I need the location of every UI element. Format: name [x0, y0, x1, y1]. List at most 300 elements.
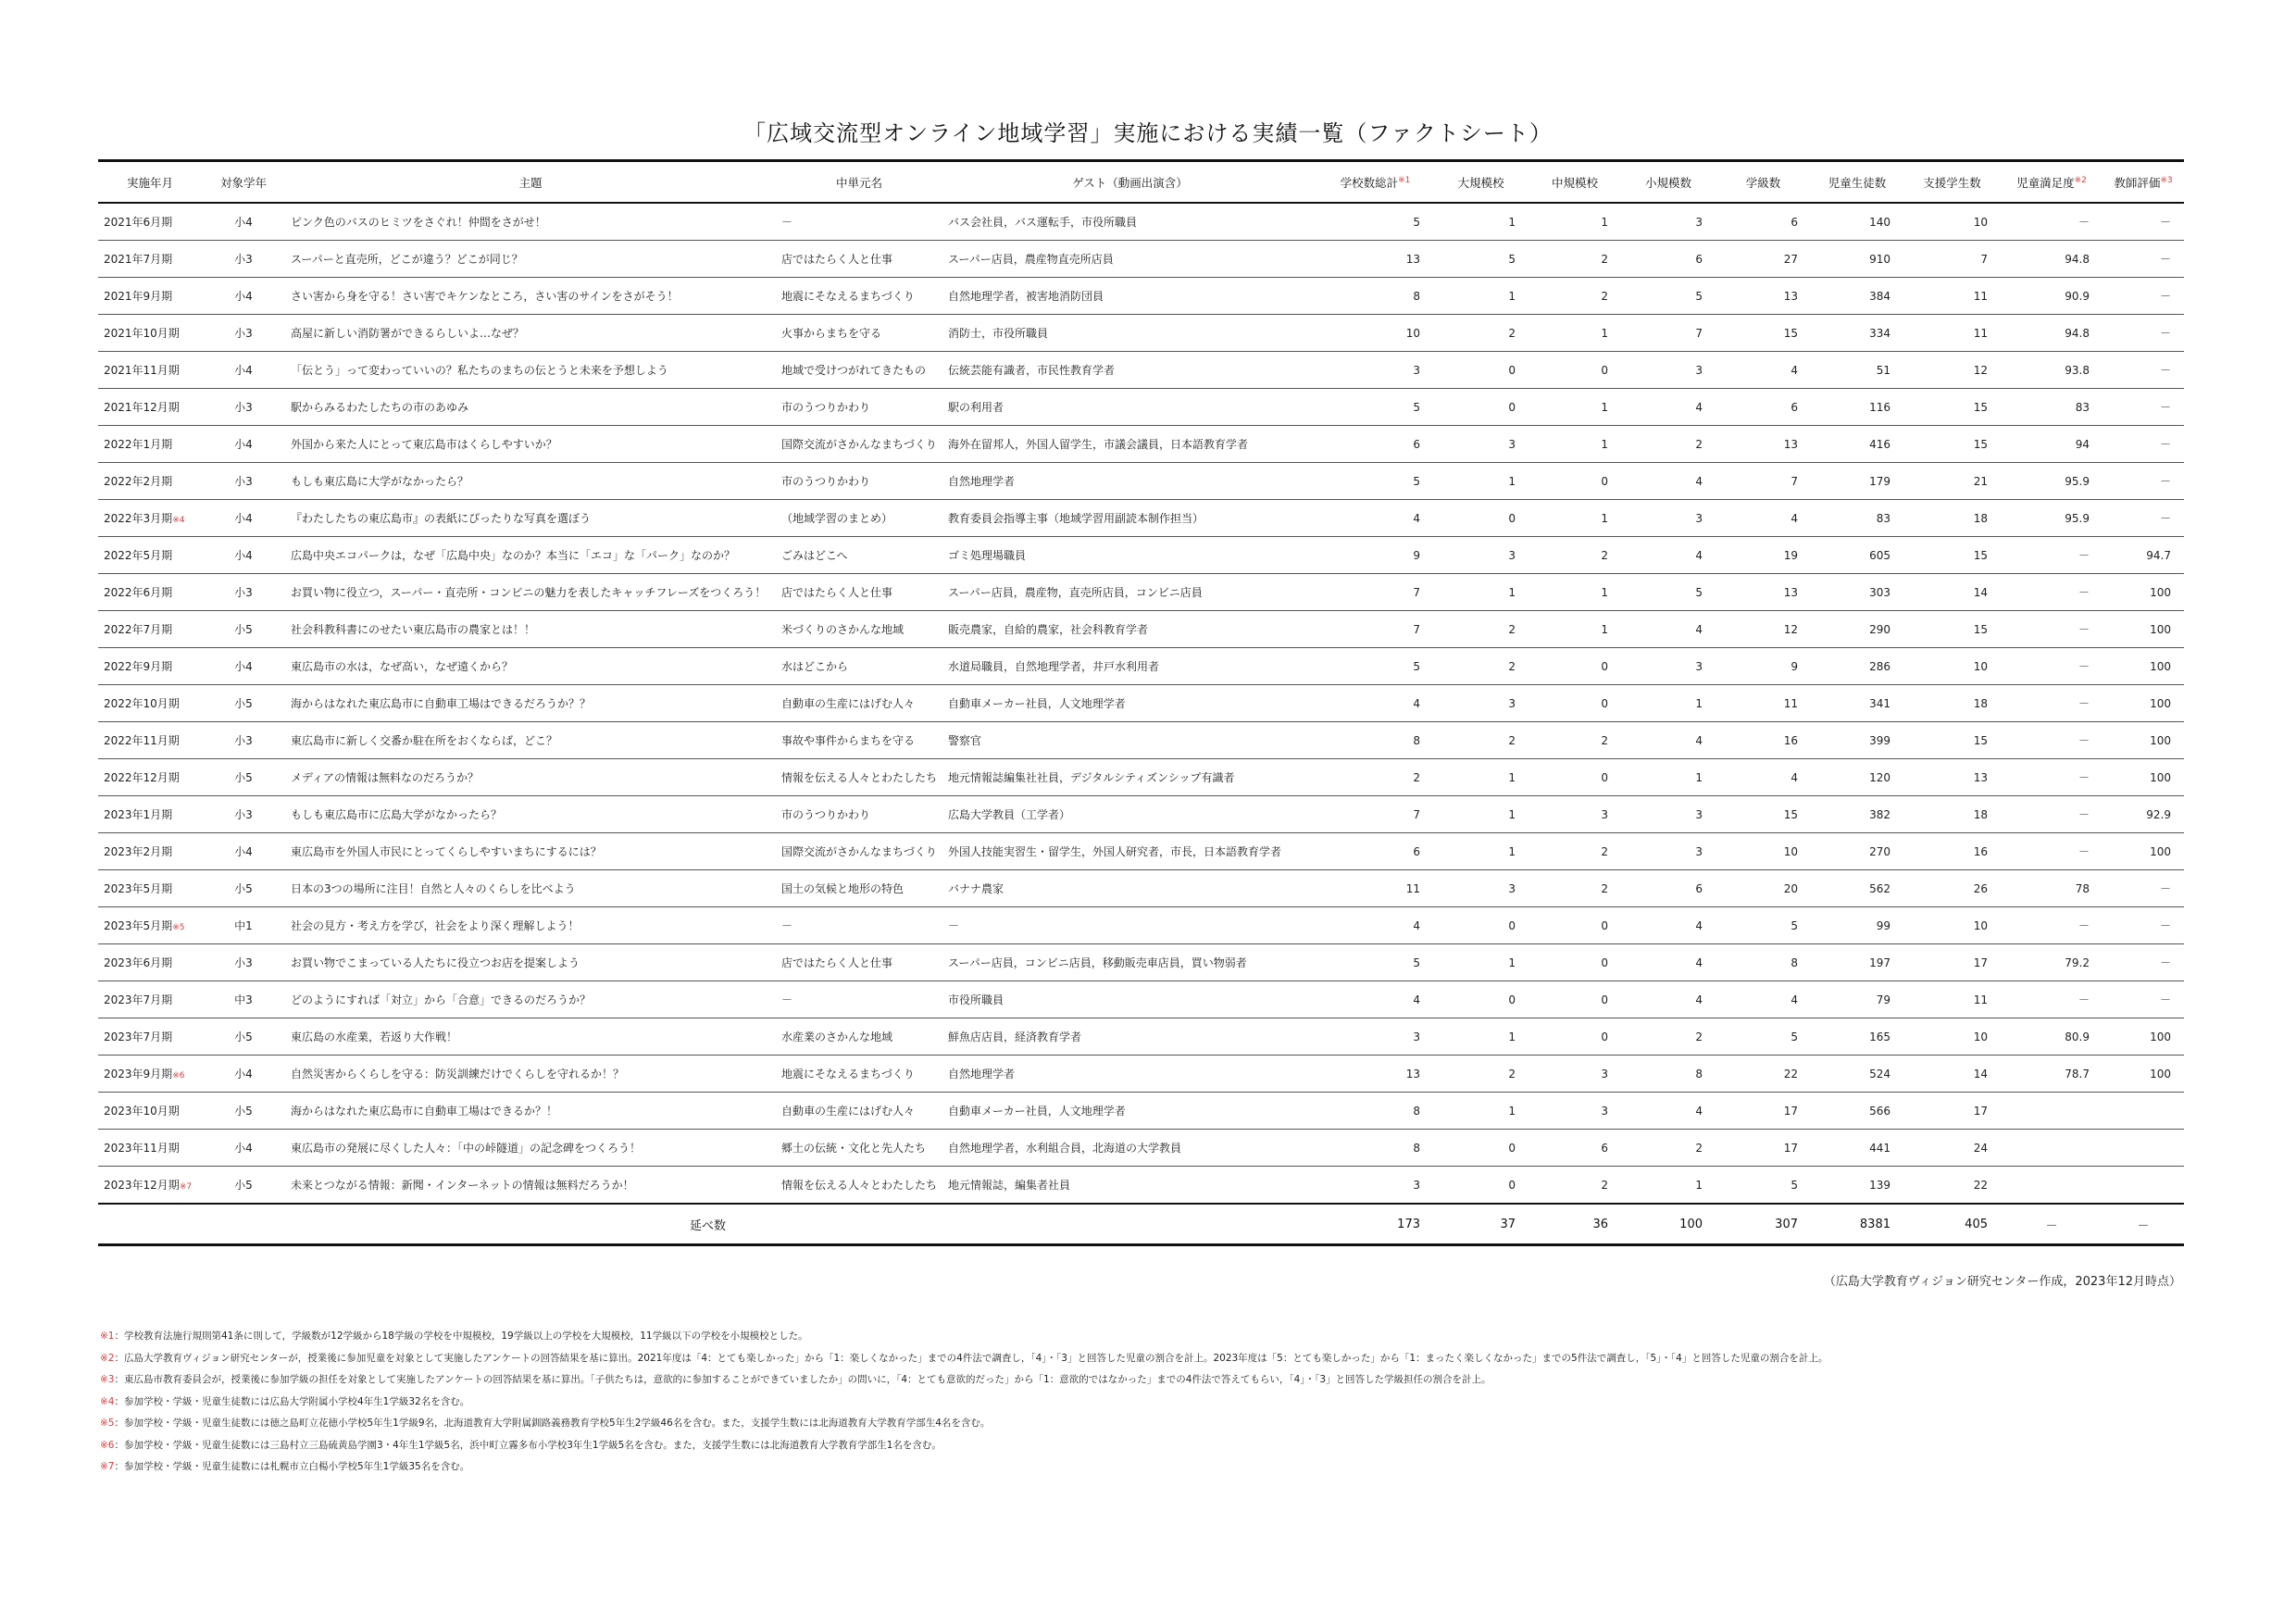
- cell-small: 4: [1621, 537, 1716, 574]
- cell-period: [98, 426, 202, 463]
- cell-total: 11: [1317, 870, 1433, 907]
- cell-small: 4: [1621, 722, 1716, 759]
- cell-support: 13: [1903, 759, 2001, 796]
- cell-guest: 海外在留邦人，外国人留学生，市議会議員，日本語教育学者: [942, 426, 1317, 463]
- cell-guest: バス会社員，バス運転手，市役所職員: [942, 203, 1317, 241]
- header-medium: 中規模校: [1529, 161, 1621, 204]
- cell-guest: 販売農家，自給的農家，社会科教育学者: [942, 611, 1317, 648]
- cell-period: [98, 1130, 202, 1167]
- cell-unit: 店ではたらく人と仕事: [776, 574, 942, 611]
- cell-teacher: －: [2103, 389, 2184, 426]
- cell-large: 3: [1433, 870, 1529, 907]
- header-teacher: [2103, 161, 2184, 204]
- cell-large: 2: [1433, 648, 1529, 685]
- cell-classes: 4: [1716, 352, 1811, 389]
- cell-support: 15: [1903, 722, 2001, 759]
- cell-satisfaction: －: [2001, 796, 2103, 833]
- cell-support: 17: [1903, 944, 2001, 981]
- footnote-text: ：参加学校・学級・児童生徒数には三島村立三島硫黄島学園3・4年生1学級5名，浜中町立霧多布小学校3年生1学級5名を含む。また，支援学生数には北海道教育大学教育学部生1名を含む。: [114, 1439, 942, 1451]
- cell-small: 3: [1621, 500, 1716, 537]
- cell-period: [98, 1093, 202, 1130]
- cell-grade: 小4: [202, 833, 285, 870]
- cell-classes: 6: [1716, 389, 1811, 426]
- table-row: [98, 203, 2184, 241]
- cell-grade: 小5: [202, 685, 285, 722]
- cell-small: 3: [1621, 833, 1716, 870]
- cell-large: 1: [1433, 278, 1529, 315]
- cell-period: [98, 944, 202, 981]
- totals-small: 100: [1621, 1204, 1716, 1245]
- cell-large: 1: [1433, 944, 1529, 981]
- period-text: 2022年12月期: [104, 771, 180, 784]
- cell-satisfaction: 90.9: [2001, 278, 2103, 315]
- cell-theme: 外国から来た人にとって東広島市はくらしやすいか？: [285, 426, 776, 463]
- cell-unit: 市のうつりかわり: [776, 463, 942, 500]
- cell-total: 3: [1317, 352, 1433, 389]
- cell-students: 116: [1811, 389, 1903, 426]
- table-row: [98, 574, 2184, 611]
- cell-grade: 小4: [202, 352, 285, 389]
- table-row: [98, 722, 2184, 759]
- cell-total: 13: [1317, 1056, 1433, 1093]
- cell-period: [98, 611, 202, 648]
- cell-period: [98, 241, 202, 278]
- cell-medium: 2: [1529, 1167, 1621, 1205]
- period-text: 2022年1月期: [104, 438, 173, 451]
- header-satisfaction: [2001, 161, 2103, 204]
- header-schools-total: [1317, 161, 1433, 204]
- cell-classes: 5: [1716, 1018, 1811, 1056]
- cell-theme: 東広島市の水は，なぜ高い，なぜ遠くから？: [285, 648, 776, 685]
- footnote-mark: ※3: [100, 1374, 115, 1385]
- cell-large: 1: [1433, 1093, 1529, 1130]
- cell-large: 3: [1433, 426, 1529, 463]
- cell-guest: 地元情報誌，編集者社員: [942, 1167, 1317, 1205]
- cell-guest: 広島大学教員（工学者）: [942, 796, 1317, 833]
- cell-teacher: 100: [2103, 722, 2184, 759]
- cell-classes: 27: [1716, 241, 1811, 278]
- cell-theme: 東広島市の発展に尽くした人々：「中の峠隧道」の記念碑をつくろう！: [285, 1130, 776, 1167]
- header-small: 小規模数: [1621, 161, 1716, 204]
- cell-theme: お買い物でこまっている人たちに役立つお店を提案しよう: [285, 944, 776, 981]
- cell-guest: 自動車メーカー社員，人文地理学者: [942, 685, 1317, 722]
- cell-period: [98, 1167, 202, 1205]
- cell-teacher: －: [2103, 426, 2184, 463]
- cell-students: 179: [1811, 463, 1903, 500]
- period-text: 2021年10月期: [104, 327, 180, 340]
- cell-large: 3: [1433, 537, 1529, 574]
- cell-unit: 情報を伝える人々とわたしたち: [776, 1167, 942, 1205]
- totals-support: 405: [1903, 1204, 2001, 1245]
- header-satisfaction-note-mark: ※2: [2074, 175, 2087, 185]
- cell-classes: 22: [1716, 1056, 1811, 1093]
- cell-support: 11: [1903, 315, 2001, 352]
- cell-classes: 13: [1716, 574, 1811, 611]
- cell-teacher: －: [2103, 870, 2184, 907]
- cell-teacher: 92.9: [2103, 796, 2184, 833]
- cell-teacher: －: [2103, 500, 2184, 537]
- cell-classes: 4: [1716, 500, 1811, 537]
- cell-theme: 高屋に新しい消防署ができるらしいよ…なぜ？: [285, 315, 776, 352]
- cell-unit: 店ではたらく人と仕事: [776, 241, 942, 278]
- footnote: [100, 1348, 2192, 1370]
- cell-grade: 小3: [202, 574, 285, 611]
- cell-theme: 東広島市に新しく交番か駐在所をおくならば，どこ？: [285, 722, 776, 759]
- cell-classes: 20: [1716, 870, 1811, 907]
- cell-period: [98, 352, 202, 389]
- cell-students: 99: [1811, 907, 1903, 944]
- period-text: 2023年10月期: [104, 1105, 180, 1118]
- cell-medium: 1: [1529, 611, 1621, 648]
- cell-guest: 警察官: [942, 722, 1317, 759]
- cell-unit: 水はどこから: [776, 648, 942, 685]
- cell-medium: 0: [1529, 759, 1621, 796]
- cell-total: 2: [1317, 759, 1433, 796]
- header-guest: ゲスト（動画出演含）: [942, 161, 1317, 204]
- cell-satisfaction: 93.8: [2001, 352, 2103, 389]
- cell-large: 0: [1433, 389, 1529, 426]
- cell-teacher: 100: [2103, 648, 2184, 685]
- table-row: [98, 981, 2184, 1018]
- period-text: 2022年5月期: [104, 549, 173, 562]
- cell-period: [98, 278, 202, 315]
- cell-period: [98, 907, 202, 944]
- period-text: 2021年7月期: [104, 253, 173, 266]
- cell-medium: 0: [1529, 463, 1621, 500]
- period-text: 2023年11月期: [104, 1142, 180, 1155]
- cell-students: 910: [1811, 241, 1903, 278]
- cell-guest: 自然地理学者: [942, 1056, 1317, 1093]
- table-row: [98, 611, 2184, 648]
- cell-theme: もしも東広島に大学がなかったら？: [285, 463, 776, 500]
- cell-medium: 2: [1529, 537, 1621, 574]
- footnote-mark: ※7: [100, 1461, 115, 1472]
- cell-teacher: [2103, 1130, 2184, 1167]
- cell-satisfaction: －: [2001, 759, 2103, 796]
- cell-support: 17: [1903, 1093, 2001, 1130]
- footnote-mark: ※5: [100, 1418, 115, 1429]
- cell-students: 270: [1811, 833, 1903, 870]
- cell-theme: お買い物に役立つ，スーパー・直売所・コンビニの魅力を表したキャッチフレーズをつくろう！: [285, 574, 776, 611]
- cell-classes: 13: [1716, 278, 1811, 315]
- cell-total: 7: [1317, 611, 1433, 648]
- cell-teacher: 100: [2103, 1018, 2184, 1056]
- footnote: [100, 1456, 2192, 1479]
- cell-teacher: －: [2103, 981, 2184, 1018]
- footnote-text: ：参加学校・学級・児童生徒数には札幌市立白楊小学校5年生1学級35名を含む。: [114, 1461, 470, 1472]
- cell-support: 10: [1903, 1018, 2001, 1056]
- cell-theme: さい害から身を守る！さい害でキケンなところ，さい害のサインをさがそう！: [285, 278, 776, 315]
- table-row: [98, 1018, 2184, 1056]
- period-text: 2022年6月期: [104, 586, 173, 599]
- cell-large: 0: [1433, 907, 1529, 944]
- cell-teacher: 100: [2103, 574, 2184, 611]
- cell-guest: 自然地理学者，被害地消防団員: [942, 278, 1317, 315]
- cell-large: 0: [1433, 500, 1529, 537]
- footnote-mark: ※4: [100, 1395, 115, 1407]
- period-text: 2023年5月期: [104, 919, 173, 932]
- cell-students: 83: [1811, 500, 1903, 537]
- cell-satisfaction: －: [2001, 611, 2103, 648]
- cell-medium: 1: [1529, 203, 1621, 241]
- cell-students: 79: [1811, 981, 1903, 1018]
- cell-unit: 自動車の生産にはげむ人々: [776, 685, 942, 722]
- cell-support: 14: [1903, 1056, 2001, 1093]
- cell-guest: スーパー店員，農産物直売所店員: [942, 241, 1317, 278]
- cell-large: 2: [1433, 722, 1529, 759]
- cell-support: 18: [1903, 796, 2001, 833]
- cell-total: 4: [1317, 500, 1433, 537]
- cell-classes: 4: [1716, 981, 1811, 1018]
- cell-unit: 国土の気候と地形の特色: [776, 870, 942, 907]
- footnote-text: ：東広島市教育委員会が，授業後に参加学級の担任を対象として実施したアンケートの回答結果を基に算出。「子供たちは，意欲的に参加することができていましたか」の問いに，「4：とても意欲的だった」から「1：意欲的ではなかった」までの4件法で答えてもらい，「4」・「3」と回答した学級担任の割合を計上。: [114, 1374, 1491, 1385]
- cell-unit: 国際交流がさかんなまちづくり: [776, 426, 942, 463]
- cell-grade: 小4: [202, 1130, 285, 1167]
- cell-guest: 自動車メーカー社員，人文地理学者: [942, 1093, 1317, 1130]
- period-text: 2021年9月期: [104, 290, 173, 303]
- cell-total: 5: [1317, 463, 1433, 500]
- cell-unit: 市のうつりかわり: [776, 796, 942, 833]
- period-text: 2022年10月期: [104, 697, 180, 710]
- cell-guest: 自然地理学者: [942, 463, 1317, 500]
- cell-classes: 6: [1716, 203, 1811, 241]
- cell-satisfaction: 79.2: [2001, 944, 2103, 981]
- cell-medium: 1: [1529, 315, 1621, 352]
- cell-students: 140: [1811, 203, 1903, 241]
- cell-guest: 駅の利用者: [942, 389, 1317, 426]
- cell-theme: 東広島市を外国人市民にとってくらしやすいまちにするには？: [285, 833, 776, 870]
- cell-period: [98, 203, 202, 241]
- cell-support: 21: [1903, 463, 2001, 500]
- cell-grade: 小4: [202, 1056, 285, 1093]
- cell-satisfaction: －: [2001, 574, 2103, 611]
- cell-theme: 海からはなれた東広島市に自動車工場はできるだろうか？？: [285, 685, 776, 722]
- header-teacher-label: 教師評価: [2114, 175, 2161, 190]
- cell-support: 18: [1903, 500, 2001, 537]
- cell-large: 5: [1433, 241, 1529, 278]
- cell-grade: 小5: [202, 870, 285, 907]
- cell-large: 0: [1433, 981, 1529, 1018]
- cell-small: 3: [1621, 352, 1716, 389]
- cell-classes: 10: [1716, 833, 1811, 870]
- cell-unit: 地域で受けつがれてきたもの: [776, 352, 942, 389]
- cell-small: 3: [1621, 203, 1716, 241]
- period-note-mark: ※6: [172, 1071, 185, 1081]
- cell-theme: 海からはなれた東広島市に自動車工場はできるか？！: [285, 1093, 776, 1130]
- cell-classes: 15: [1716, 315, 1811, 352]
- cell-medium: 2: [1529, 870, 1621, 907]
- cell-support: 12: [1903, 352, 2001, 389]
- cell-large: 0: [1433, 352, 1529, 389]
- cell-small: 5: [1621, 278, 1716, 315]
- cell-small: 8: [1621, 1056, 1716, 1093]
- cell-grade: 小4: [202, 278, 285, 315]
- table-row: [98, 389, 2184, 426]
- cell-period: [98, 722, 202, 759]
- table-row: [98, 352, 2184, 389]
- cell-unit: 地震にそなえるまちづくり: [776, 1056, 942, 1093]
- cell-total: 8: [1317, 1093, 1433, 1130]
- cell-period: [98, 685, 202, 722]
- period-text: 2023年6月期: [104, 956, 173, 969]
- period-note-mark: ※7: [179, 1182, 193, 1192]
- cell-period: [98, 1018, 202, 1056]
- cell-total: 6: [1317, 833, 1433, 870]
- cell-grade: 小3: [202, 722, 285, 759]
- cell-medium: 0: [1529, 981, 1621, 1018]
- cell-unit: 店ではたらく人と仕事: [776, 944, 942, 981]
- footnote-text: ：参加学校・学級・児童生徒数には徳之島町立花徳小学校5年生1学級9名，北海道教育大学附属釧路義務教育学校5年生2学級46名を含む。また，支援学生数には北海道教育大学教育学部生4名を含む。: [114, 1418, 991, 1429]
- cell-total: 4: [1317, 685, 1433, 722]
- cell-unit: 市のうつりかわり: [776, 389, 942, 426]
- cell-large: 1: [1433, 463, 1529, 500]
- table-row: [98, 241, 2184, 278]
- footnote: [100, 1392, 2192, 1414]
- cell-small: 4: [1621, 944, 1716, 981]
- cell-theme: 社会の見方・考え方を学び，社会をより深く理解しよう！: [285, 907, 776, 944]
- cell-support: 15: [1903, 426, 2001, 463]
- cell-teacher: －: [2103, 241, 2184, 278]
- cell-support: 15: [1903, 389, 2001, 426]
- cell-small: 1: [1621, 759, 1716, 796]
- cell-small: 4: [1621, 463, 1716, 500]
- cell-guest: スーパー店員，コンビニ店員，移動販売車店員，買い物弱者: [942, 944, 1317, 981]
- cell-satisfaction: [2001, 1167, 2103, 1205]
- cell-small: 4: [1621, 389, 1716, 426]
- cell-support: 15: [1903, 537, 2001, 574]
- cell-satisfaction: 94: [2001, 426, 2103, 463]
- period-text: 2022年3月期: [104, 512, 173, 525]
- footnote-text: ：参加学校・学級・児童生徒数には広島大学附属小学校4年生1学級32名を含む。: [114, 1395, 470, 1407]
- cell-classes: 15: [1716, 796, 1811, 833]
- cell-support: 14: [1903, 574, 2001, 611]
- table-row: [98, 648, 2184, 685]
- cell-satisfaction: －: [2001, 722, 2103, 759]
- cell-classes: 5: [1716, 1167, 1811, 1205]
- cell-theme: 『わたしたちの東広島市』の表紙にぴったりな写真を選ぼう: [285, 500, 776, 537]
- footnote: [100, 1413, 2192, 1435]
- cell-teacher: －: [2103, 907, 2184, 944]
- cell-unit: 水産業のさかんな地域: [776, 1018, 942, 1056]
- cell-guest: スーパー店員，農産物，直売所店員，コンビニ店員: [942, 574, 1317, 611]
- cell-students: 334: [1811, 315, 1903, 352]
- cell-students: 382: [1811, 796, 1903, 833]
- cell-medium: 2: [1529, 833, 1621, 870]
- cell-medium: 2: [1529, 722, 1621, 759]
- cell-grade: 小3: [202, 944, 285, 981]
- table-row: [98, 537, 2184, 574]
- table-row: [98, 796, 2184, 833]
- period-text: 2021年11月期: [104, 364, 180, 377]
- cell-guest: 自然地理学者，水利組合員，北海道の大学教員: [942, 1130, 1317, 1167]
- header-classes: 学級数: [1716, 161, 1811, 204]
- cell-grade: 小3: [202, 796, 285, 833]
- cell-classes: 11: [1716, 685, 1811, 722]
- cell-support: 15: [1903, 611, 2001, 648]
- header-large: 大規模校: [1433, 161, 1529, 204]
- period-text: 2021年12月期: [104, 401, 180, 414]
- cell-large: 0: [1433, 1130, 1529, 1167]
- header-support: 支援学生数: [1903, 161, 2001, 204]
- source-credit: （広島大学教育ヴィジョン研究センター作成，2023年12月時点）: [1823, 1275, 2181, 1289]
- period-text: 2023年12月期: [104, 1179, 180, 1192]
- cell-total: 7: [1317, 574, 1433, 611]
- cell-theme: 自然災害からくらしを守る：防災訓練だけでくらしを守れるか！？: [285, 1056, 776, 1093]
- cell-guest: －: [942, 907, 1317, 944]
- cell-grade: 小3: [202, 241, 285, 278]
- cell-small: 2: [1621, 1130, 1716, 1167]
- period-text: 2023年5月期: [104, 882, 173, 895]
- cell-medium: 3: [1529, 796, 1621, 833]
- cell-classes: 17: [1716, 1130, 1811, 1167]
- cell-total: 6: [1317, 426, 1433, 463]
- header-students: 児童生徒数: [1811, 161, 1903, 204]
- cell-period: [98, 648, 202, 685]
- cell-grade: 小5: [202, 1167, 285, 1205]
- cell-total: 5: [1317, 389, 1433, 426]
- cell-grade: 中1: [202, 907, 285, 944]
- cell-large: 1: [1433, 574, 1529, 611]
- table-row: [98, 907, 2184, 944]
- footnote-mark: ※6: [100, 1439, 115, 1451]
- cell-grade: 小5: [202, 611, 285, 648]
- cell-satisfaction: －: [2001, 833, 2103, 870]
- cell-guest: 地元情報誌編集社社員，デジタルシティズンシップ有識者: [942, 759, 1317, 796]
- cell-students: 524: [1811, 1056, 1903, 1093]
- cell-satisfaction: －: [2001, 648, 2103, 685]
- cell-small: 4: [1621, 1093, 1716, 1130]
- cell-teacher: －: [2103, 278, 2184, 315]
- cell-medium: 1: [1529, 389, 1621, 426]
- cell-support: 22: [1903, 1167, 2001, 1205]
- cell-theme: スーパーと直売所，どこが違う？どこが同じ？: [285, 241, 776, 278]
- totals-medium: 36: [1529, 1204, 1621, 1245]
- cell-teacher: 100: [2103, 759, 2184, 796]
- period-note-mark: ※5: [172, 923, 185, 932]
- footnote-mark: ※1: [100, 1330, 115, 1342]
- header-teacher-note-mark: ※3: [2160, 175, 2173, 185]
- cell-satisfaction: [2001, 1093, 2103, 1130]
- totals-teacher: －: [2103, 1204, 2184, 1245]
- cell-medium: 2: [1529, 278, 1621, 315]
- cell-satisfaction: [2001, 1130, 2103, 1167]
- cell-satisfaction: －: [2001, 537, 2103, 574]
- footnote: [100, 1369, 2192, 1392]
- cell-classes: 9: [1716, 648, 1811, 685]
- cell-satisfaction: －: [2001, 203, 2103, 241]
- cell-theme: 未来とつながる情報：新聞・インターネットの情報は無料だろうか！: [285, 1167, 776, 1205]
- cell-guest: 外国人技能実習生・留学生，外国人研究者，市長，日本語教育学者: [942, 833, 1317, 870]
- cell-grade: 小5: [202, 1018, 285, 1056]
- totals-satisfaction: －: [2001, 1204, 2103, 1245]
- cell-period: [98, 537, 202, 574]
- cell-small: 2: [1621, 1018, 1716, 1056]
- footnotes: [100, 1326, 2192, 1479]
- cell-total: 10: [1317, 315, 1433, 352]
- cell-medium: 0: [1529, 944, 1621, 981]
- cell-students: 303: [1811, 574, 1903, 611]
- cell-unit: 国際交流がさかんなまちづくり: [776, 833, 942, 870]
- cell-total: 8: [1317, 1130, 1433, 1167]
- cell-support: 11: [1903, 278, 2001, 315]
- cell-grade: 小4: [202, 648, 285, 685]
- cell-small: 3: [1621, 648, 1716, 685]
- cell-students: 441: [1811, 1130, 1903, 1167]
- cell-satisfaction: 83: [2001, 389, 2103, 426]
- cell-guest: 鮮魚店店員，経済教育学者: [942, 1018, 1317, 1056]
- cell-satisfaction: －: [2001, 981, 2103, 1018]
- period-note-mark: ※4: [172, 516, 185, 525]
